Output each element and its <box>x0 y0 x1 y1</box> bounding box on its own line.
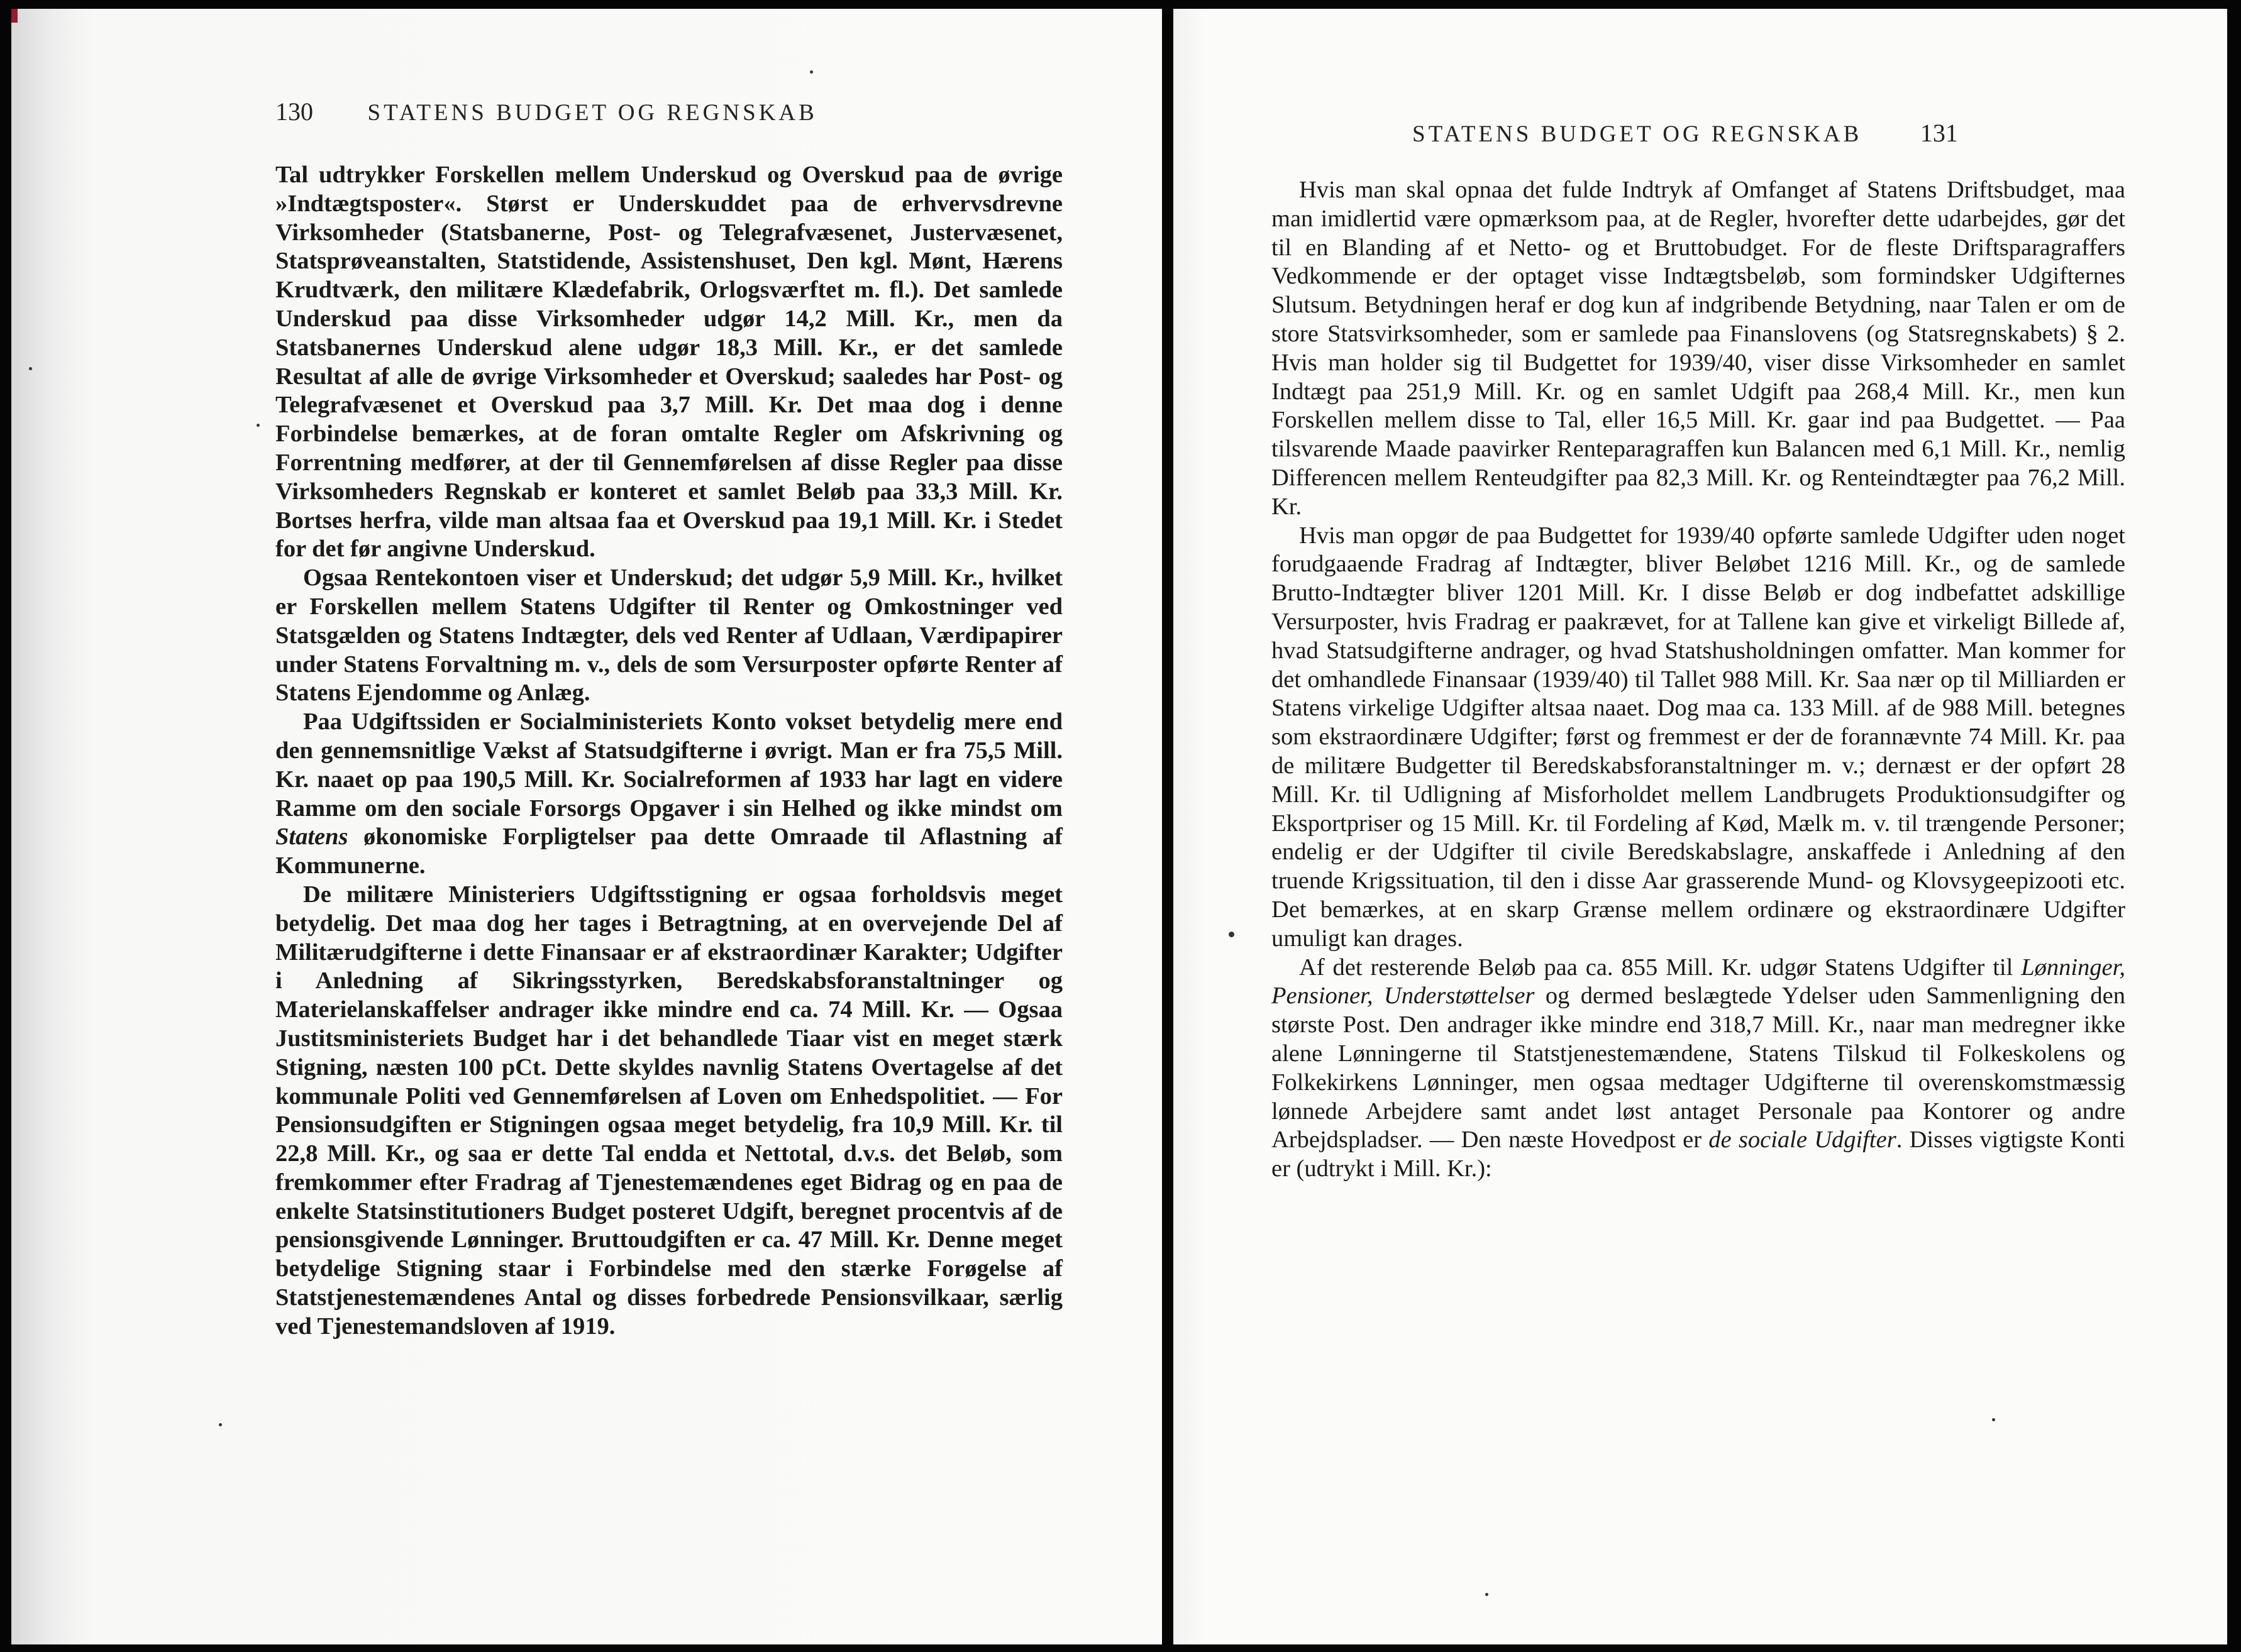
paragraph <box>275 564 1063 708</box>
speck <box>1229 932 1234 937</box>
text-run: . Disses vigtigste Konti er (udtrykt i Mill. Kr.): <box>1271 1126 2125 1182</box>
text-run: De militære Ministeriers Udgiftsstigning er ogsaa forholdsvis meget betydelig. Det maa dog her tages i Betragtning, at en overvejende Del af Militærudgifterne i dette Finansaar er af ekstraordinær Karakter; Udgifter i Anledning af Sikringsstyrken, Beredskabsforanstaltninger og Materielanskaffelser andrager ikke mindre end ca. 74 Mill. Kr. — Ogsaa Justitsministeriets Budget har i det behandlede Tiaar vist en meget stærk Stigning, næsten 100 pCt. Dette skyldes navnlig Statens Overtagelse af det kommunale Politi ved Gennemførelsen af Loven om Enhedspolitiet. — For Pensionsudgiften er Stigningen ogsaa meget betydelig, fra 10,9 Mill. Kr. til 22,8 Mill. Kr., og saa er dette Tal endda et Nettotal, d.v.s. det Beløb, som fremkommer efter Fradrag af Tjenestemændenes eget Bidrag og en paa de enkelte Statsinstitutioners Budget posteret Udgift, beregnet procentvis af de pensionsgivende Lønninger. Bruttoudgiften er ca. 47 Mill. Kr. Denne meget betydelige Stigning staar i Forbindelse med den stærke Forøgelse af Statstjenestemændenes Antal og disses forbedrede Pensionsvilkaar, særlig ved Tjenestemandsloven af 1919. <box>275 881 1063 1340</box>
paragraph <box>275 881 1063 1341</box>
paragraph <box>275 708 1063 881</box>
right-page-number: 131 <box>1920 119 1958 147</box>
paragraph <box>275 161 1063 564</box>
left-page-header <box>275 97 817 126</box>
right-page <box>1173 9 2227 1644</box>
left-page <box>11 9 1162 1644</box>
text-run: Hvis man skal opnaa det fulde Indtryk af Omfanget af Statens Driftsbudget, maa man imidlertid være opmærksom paa, at de Regler, hvorefter dette udarbejdes, gør det til en Blanding af et Netto- og et Bruttobudget. For de fleste Driftsparagraffers Vedkommende er der optaget visse Indtægtsbeløb, som formindsker Udgifternes Slutsum. Betydningen heraf er dog kun af indgribende Betydning, naar Talen er om de store Statsvirksomheder, som er samlede paa Finanslovens (og Statsregnskabets) § 2. Hvis man holder sig til Budgettet for 1939/40, viser disse Virksomheder en samlet Indtægt paa 251,9 Mill. Kr. og en samlet Udgift paa 268,4 Mill. Kr., men kun Forskellen mellem disse to Tal, eller 16,5 Mill. Kr. gaar ind paa Budgettet. — Paa tilsvarende Maade paavirker Renteparagraffen kun Balancen med 6,1 Mill. Kr., nemlig Differencen mellem Renteudgifter paa 82,3 Mill. Kr. og Renteindtægter paa 76,2 Mill. Kr. <box>1271 177 2125 520</box>
left-running-head: STATENS BUDGET OG REGNSKAB <box>367 100 817 126</box>
paragraph <box>1271 522 2125 954</box>
left-page-number: 130 <box>275 97 313 126</box>
speck <box>219 1423 222 1426</box>
right-running-head: STATENS BUDGET OG REGNSKAB <box>1412 121 1862 147</box>
italic-text: Statens <box>275 823 348 851</box>
left-page-body <box>275 161 1063 1341</box>
right-page-body <box>1271 176 2125 1184</box>
text-run: Tal udtrykker Forskellen mellem Underskud og Overskud paa de øvrige »Indtægtsposter«. Størst er Underskuddet paa de erhvervsdrevne Virksomheder (Statsbanerne, Post- og Telegrafvæsenet, Justervæsenet, Statsprøveanstalten, Statstidende, Assistenshuset, Den kgl. Mønt, Hærens Krudtværk, den militære Klædefabrik, Orlogsværftet m. fl.). Det samlede Underskud paa disse Virksomheder udgør 14,2 Mill. Kr., men da Statsbanernes Underskud alene udgør 18,3 Mill. Kr., er det samlede Resultat af alle de øvrige Virksomheder et Overskud; saaledes har Post- og Telegrafvæsenet et Overskud paa 3,7 Mill. Kr. Det maa dog i denne Forbindelse bemærkes, at de foran omtalte Regler om Afskrivning og Forrentning medfører, at der til Gennemførelsen af disse Regler paa disse Virksomheders Regnskab er konteret et samlet Beløb paa 33,3 Mill. Kr. Bortses herfra, vilde man altsaa faa et Overskud paa 19,1 Mill. Kr. i Stedet for det før angivne Underskud. <box>275 162 1063 563</box>
speck <box>1992 1418 1995 1421</box>
text-run: Hvis man opgør de paa Budgettet for 1939/40 opførte samlede Udgifter uden noget forudgaaende Fradrag af Indtægter, bliver Beløbet 1216 Mill. Kr., og de samlede Brutto-Indtægter bliver 1201 Mill. Kr. I disse Beløb er dog indbefattet adskillige Versurposter, hvis Fradrag er paakrævet, for at Tallene kan give et virkeligt Billede af, hvad Statsudgifterne andrager, og hvad Statshusholdningen omfatter. Man kommer for det omhandlede Finansaar (1939/40) til Tallet 988 Mill. Kr. Saa nær op til Milliarden er Statens virkelige Udgifter altsaa naaet. Dog maa ca. 133 Mill. af de 988 Mill. betegnes som ekstraordinære Udgifter; først og fremmest er der de forannævnte 74 Mill. Kr. paa de militære Budgetter til Beredskabsforanstaltninger m. v.; dernæst er der opført 28 Mill. Kr. til Udligning af Misforholdet mellem Landbrugets Produktionsudgifter og Eksportpriser og 15 Mill. Kr. til Fordeling af Kød, Mælk m. v. til trængende Personer; endelig er der Udgifter til civile Beredskabslagre, anskaffede i Anledning af den truende Krigssituation, til den i disse Aar grasserende Mund- og Klovsygeepizooti etc. Det bemærkes, at en skarp Grænse mellem ordinære og ekstraordinære Udgifter umuligt kan drages. <box>1271 522 2125 952</box>
right-page-header <box>1412 118 1958 148</box>
text-run: Paa Udgiftssiden er Socialministeriets Konto vokset betydelig mere end den gennemsnitlige Vækst af Statsudgifterne i øvrigt. Man er fra 75,5 Mill. Kr. naaet op paa 190,5 Mill. Kr. Socialreformen af 1933 har lagt en videre Ramme om den sociale Forsorgs Opgaver i sin Helhed og ikke mindst om <box>275 708 1063 822</box>
italic-text: Lønninger, Pensioner, Understøttelser <box>1271 954 2125 1010</box>
text-run: økonomiske Forpligtelser paa dette Omraade til Aflastning af Kommunerne. <box>275 823 1063 879</box>
text-run: og dermed beslægtede Ydelser uden Sammenligning den største Post. Den andrager ikke mindre end 318,7 Mill. Kr., naar man medregner ikke alene Lønningerne til Statstjenestemændene, Statens Tilskud til Folkeskolens og Folkekirkens Lønninger, men ogsaa medtager Udgifterne til overenskomstmæssig lønnede Arbejdere samt andet løst antaget Personale paa Kontorer og andre Arbejdspladser. — Den næste Hovedpost er <box>1271 983 2126 1154</box>
italic-text: de sociale Udgifter <box>1708 1126 1896 1154</box>
text-run: Ogsaa Rentekontoen viser et Underskud; det udgør 5,9 Mill. Kr., hvilket er Forskellen mellem Statens Udgifter til Renter og Omkostninger ved Statsgælden og Statens Indtægter, dels ved Renter af Udlaan, Værdipapirer under Statens Forvaltning m. v., dels de som Versurposter opførte Renter af Statens Ejendomme og Anlæg. <box>275 564 1063 707</box>
paragraph <box>1271 176 2125 522</box>
binding-mark <box>11 9 18 23</box>
paragraph <box>1271 954 2125 1184</box>
speck <box>1485 1593 1488 1596</box>
speck <box>810 70 813 74</box>
speck <box>29 367 32 370</box>
speck <box>257 424 260 427</box>
text-run: Af det resterende Beløb paa ca. 855 Mill. Kr. udgør Statens Udgifter til <box>1299 954 2022 981</box>
